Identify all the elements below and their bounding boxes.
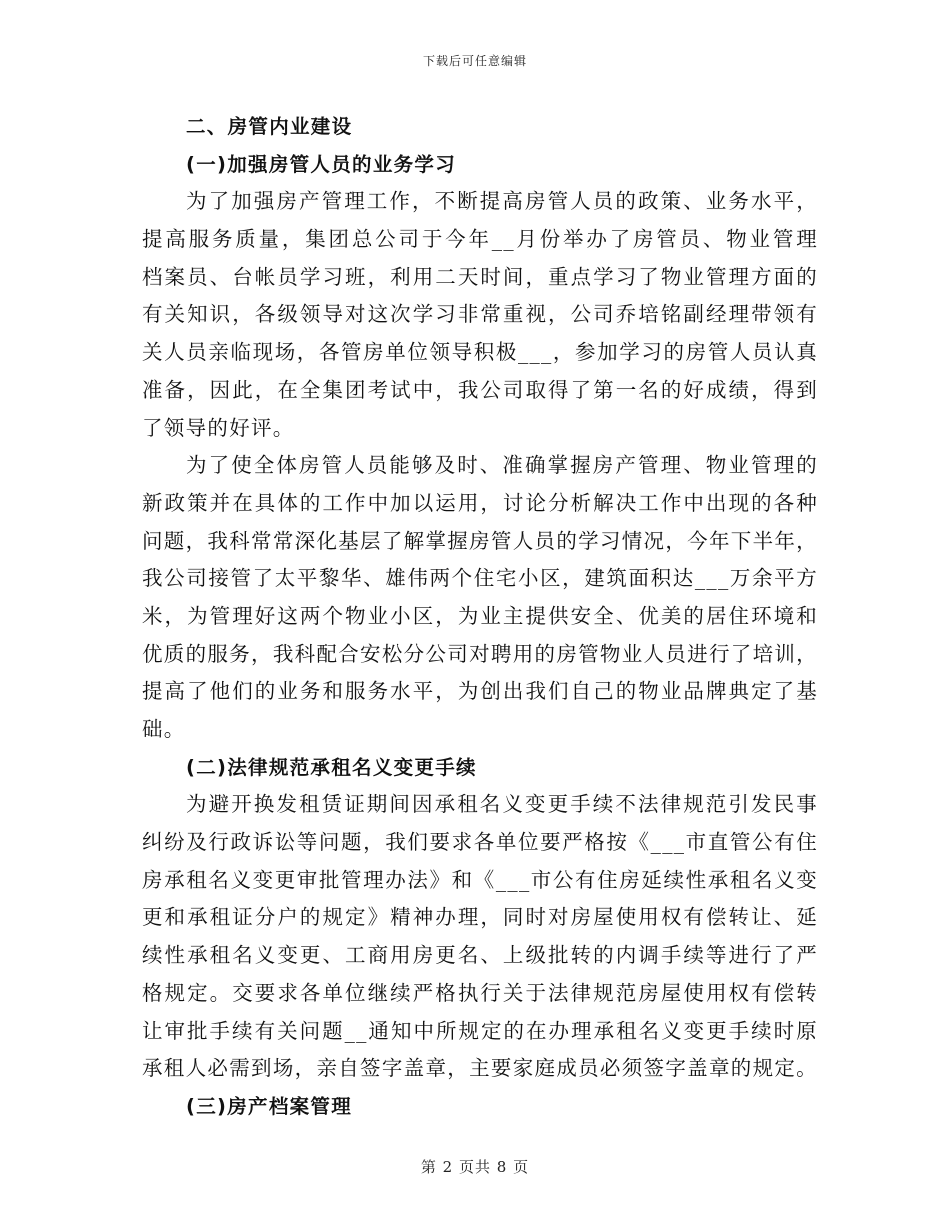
paragraph-line: 新政策并在具体的工作中加以运用，讨论分析解决工作中出现的各种 <box>142 490 818 515</box>
paragraph-line: 更和承租证分户的规定》精神办理，同时对房屋使用权有偿转让、延 <box>142 905 818 930</box>
subsection-heading: (一)加强房管人员的业务学习 <box>186 152 457 176</box>
paragraph-line: 有关知识，各级领导对这次学习非常重视，公司乔培铭副经理带领有 <box>142 302 818 327</box>
paragraph-line: 了领导的好评。 <box>142 415 295 440</box>
paragraph-line: 房承租名义变更审批管理办法》和《___市公有住房延续性承租名义变 <box>142 867 818 892</box>
paragraph-line: 档案员、台帐员学习班，利用二天时间，重点学习了物业管理方面的 <box>142 264 818 289</box>
paragraph-line: 关人员亲临现场，各管房单位领导积极___，参加学习的房管人员认真 <box>142 340 818 365</box>
paragraph-line: 让审批手续有关问题__通知中所规定的在办理承租名义变更手续时原 <box>142 1018 818 1043</box>
paragraph-line: 础。 <box>142 717 186 741</box>
paragraph-line: 续性承租名义变更、工商用房更名、上级批转的内调手续等进行了严 <box>142 943 818 968</box>
subsection-heading: (三)房产档案管理 <box>186 1094 353 1118</box>
paragraph-line: 提高了他们的业务和服务水平，为创出我们自己的物业品牌典定了基 <box>142 679 818 704</box>
paragraph-line: 米，为管理好这两个物业小区，为业主提供安全、优美的居住环境和 <box>142 603 818 628</box>
paragraph-line: 为了加强房产管理工作，不断提高房管人员的政策、业务水平， <box>186 189 818 214</box>
header-note: 下载后可任意编辑 <box>422 54 527 68</box>
subsection-heading: (二)法律规范承租名义变更手续 <box>186 755 477 779</box>
paragraph-line: 问题，我科常常深化基层了解掌握房管人员的学习情况，今年下半年， <box>142 528 818 553</box>
paragraph-line: 准备，因此，在全集团考试中，我公司取得了第一名的好成绩，得到 <box>142 377 818 402</box>
paragraph-line: 承租人必需到场，亲自签字盖章，主要家庭成员必须签字盖章的规定。 <box>142 1056 818 1081</box>
paragraph-line: 为避开换发租赁证期间因承租名义变更手续不法律规范引发民事 <box>186 792 818 817</box>
paragraph-line: 纠纷及行政诉讼等问题，我们要求各单位要严格按《___市直管公有住 <box>142 830 818 855</box>
paragraph-line: 我公司接管了太平黎华、雄伟两个住宅小区，建筑面积达___万余平方 <box>142 566 818 591</box>
section-heading: 二、房管内业建设 <box>186 115 353 138</box>
paragraph-line: 为了使全体房管人员能够及时、准确掌握房产管理、物业管理的 <box>186 453 818 478</box>
paragraph-line: 提高服务质量，集团总公司于今年__月份举办了房管员、物业管理 <box>142 227 818 252</box>
paragraph-line: 格规定。交要求各单位继续严格执行关于法律规范房屋使用权有偿转 <box>142 980 818 1005</box>
document-body <box>142 108 818 1126</box>
paragraph-line: 优质的服务，我科配合安松分公司对聘用的房管物业人员进行了培训， <box>142 641 818 666</box>
page-indicator: 第 2 页共 8 页 <box>420 1158 530 1176</box>
